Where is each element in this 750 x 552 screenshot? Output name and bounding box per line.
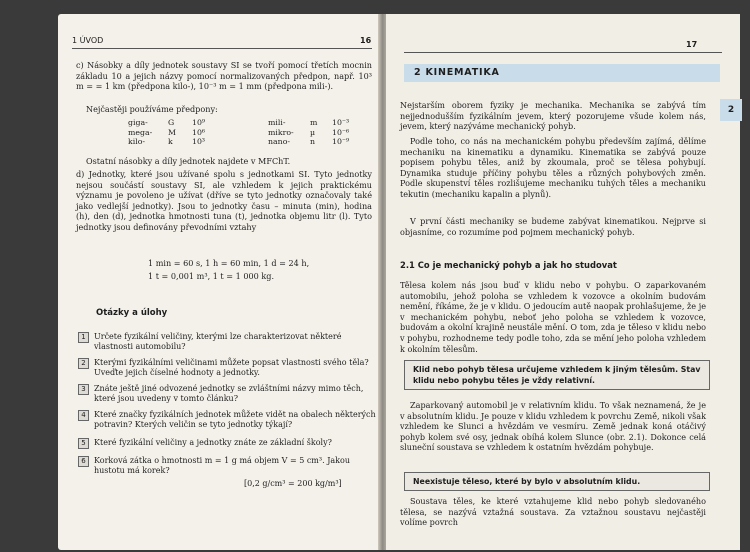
right-page xyxy=(386,14,740,550)
intro-paragraph: V první části mechaniky se budeme zabývat kinematikou. Nejprve si objasníme, co rozumíme pod pojmem mechanický pohyb. xyxy=(400,216,706,237)
prefix-row: kilo- k 10³ nano- n 10⁻⁹ xyxy=(128,137,350,147)
question-text: Korková zátka o hmotnosti m = 1 g má objem V = 5 cm³. Jakou hustotu má korek? xyxy=(94,456,350,476)
definition-box: Klid nebo pohyb tělesa určujeme vzhledem k jiným tělesům. Stav klidu nebo pohybu těles je vždy relativní. xyxy=(404,360,710,390)
prefix-row: mega- M 10⁶ mikro- µ 10⁻⁶ xyxy=(128,127,350,137)
chapter-title: 2 KINEMATIKA xyxy=(414,67,500,78)
equation-time: 1 min = 60 s, 1 h = 60 min, 1 d = 24 h, xyxy=(148,258,310,268)
paragraph-other: Ostatní násobky a díly jednotek najdete v MFChT. xyxy=(86,156,291,166)
question-text: Kterými fyzikálními veličinami můžete popsat vlastnosti svého těla? Uveďte jejich číselné hodnoty a jednotky. xyxy=(94,358,369,378)
question-text: Které fyzikální veličiny a jednotky znáte ze základní školy? xyxy=(94,438,332,447)
section-paragraph: Soustava těles, ke které vztahujeme klid nebo pohyb sledovaného tělesa, se nazývá vztažná soustava. Za vztažnou soustavu nejčastěji volíme povrch xyxy=(400,496,706,528)
section-title: 2.1 Co je mechanický pohyb a jak ho studovat xyxy=(400,260,617,270)
running-head: 1 ÚVOD xyxy=(72,36,104,45)
page-number-left: 16 xyxy=(360,36,372,45)
definition-box: Neexistuje těleso, které by bylo v absolutním klidu. xyxy=(404,472,710,491)
question-text: Které značky fyzikálních jednotek můžete vidět na obalech některých potravin? Kterých veličin se tyto jednotky týkají? xyxy=(94,410,376,430)
question-number: 6 xyxy=(78,456,89,467)
question-number: 3 xyxy=(78,384,89,395)
left-page xyxy=(58,14,380,550)
paragraph-multiples: c) Násobky a díly jednotek soustavy SI se tvoří pomocí třetích mocnin základu 10 a jejich názvy pomocí normalizovaných předpon, např. 10³ m = = 1 km (předpona kilo-), 10⁻³ m = 1 mm (předpona mili-). xyxy=(76,60,372,92)
intro-paragraph: Podle toho, co nás na mechanickém pohybu především zajímá, dělíme mechaniku na kinematiku a dynamiku. Kinematika se zabývá pouze popisem pohybu těles, aniž by zkoumala, proč se tělesa pohybují. Dynamika studuje příčiny pohybu těles a různých pohybových změn. Podle skupenství těles rozlišujeme mechaniku tuhých těles a mechaniku tekutin (mechaniku kapalin a plynů). xyxy=(400,136,706,199)
header-rule xyxy=(72,48,372,49)
answer-6: [0,2 g/cm³ = 200 kg/m³] xyxy=(244,479,342,488)
question-text: Znáte ještě jiné odvozené jednotky se zvláštními názvy mimo těch, které jsou uvedeny v tomto článku? xyxy=(94,384,364,404)
questions-title: Otázky a úlohy xyxy=(96,308,168,318)
prefix-intro: Nejčastěji používáme předpony: xyxy=(86,104,218,114)
intro-paragraph: Nejstarším oborem fyziky je mechanika. Mechanika se zabývá tím nejjednodušším fyzikálním jevem, který pozorujeme všude kolem nás, jevem, který nazýváme mechanický pohyb. xyxy=(400,100,706,132)
question-text: Určete fyzikální veličiny, kterými lze charakterizovat některé vlastnosti automobilu? xyxy=(94,332,342,352)
paragraph-non-si-units: d) Jednotky, které jsou užívané spolu s jednotkami SI. Tyto jednotky nejsou součástí soustavy SI, ale vzhledem k jejich praktickému významu je povoleno je užívat (dříve se tyto jednotky označovaly také jako vedlejší jednotky). Jsou to jednotky času – minuta (min), hodina (h), den (d), jednotka hmotnosti tuna (t), jednotka objemu litr (l). Tyto jednotky jsou definovány převodními vztahy xyxy=(76,169,372,232)
header-rule xyxy=(404,52,722,53)
section-paragraph: Zaparkovaný automobil je v relativním klidu. To však neznamená, že je v absolutním klidu. Je pouze v klidu vzhledem k povrchu Země, nikoli však vzhledem ke Slunci a hvězdám ve vesmíru. Země jednak koná otáčivý pohyb kolem své osy, jednak obíhá kolem Slunce (obr. 2.1). Dokonce celá sluneční soustava se vzhledem k ostatním hvězdám pohybuje. xyxy=(400,400,706,453)
page-number-right: 17 xyxy=(686,40,698,49)
prefix-table xyxy=(128,118,355,147)
question-number: 1 xyxy=(78,332,89,343)
prefix-row: giga- G 10⁹ mili- m 10⁻³ xyxy=(128,118,350,127)
question-number: 4 xyxy=(78,410,89,421)
section-paragraph: Tělesa kolem nás jsou buď v klidu nebo v pohybu. O zaparkovaném automobilu, jehož poloha se vzhledem k vozovce a okolním budovám nemění, říkáme, že je v klidu. O jedoucím autě naopak prohlašujeme, že je v mechanickém pohybu, neboť jeho poloha se vzhledem k vozovce, budovám a okolní krajině neustále mění. O tom, zda je těleso v klidu nebo v pohybu, rozhodneme tedy podle toho, zda se mění jeho poloha vzhledem k okolním tělesům. xyxy=(400,280,706,354)
question-number: 2 xyxy=(78,358,89,369)
equation-mass: 1 t = 0,001 m³, 1 t = 1 000 kg. xyxy=(148,271,275,281)
question-number: 5 xyxy=(78,438,89,449)
chapter-tab: 2 xyxy=(720,99,742,121)
chapter-banner xyxy=(404,64,720,82)
